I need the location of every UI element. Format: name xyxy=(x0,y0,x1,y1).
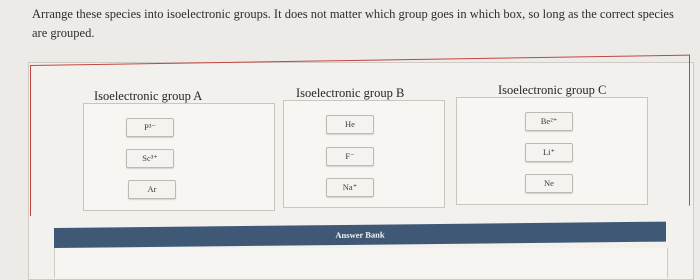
chip-he[interactable]: He xyxy=(326,115,374,134)
group-c-title: Isoelectronic group C xyxy=(498,83,607,97)
chip-na-plus[interactable]: Na⁺ xyxy=(326,178,374,197)
group-a-dropzone[interactable] xyxy=(83,103,275,211)
chip-f-minus[interactable]: F⁻ xyxy=(326,147,374,166)
chip-li-plus[interactable]: Li⁺ xyxy=(525,143,573,162)
chip-p3-minus[interactable]: P³⁻ xyxy=(126,118,174,137)
chip-be2-plus[interactable]: Be²⁺ xyxy=(525,112,573,131)
question-prompt: Arrange these species into isoelectronic groups. It does not matter which group goes in which box, so long as the correct species are grouped. xyxy=(32,7,674,40)
group-b-title: Isoelectronic group B xyxy=(296,86,405,100)
group-a-title: Isoelectronic group A xyxy=(94,89,203,103)
answer-bank-dropzone[interactable] xyxy=(54,248,668,278)
chip-ar[interactable]: Ar xyxy=(128,180,176,199)
chip-sc3-plus[interactable]: Sc³⁺ xyxy=(126,149,174,168)
answer-bank-label: Answer Bank xyxy=(335,229,385,241)
chip-ne[interactable]: Ne xyxy=(525,174,573,193)
